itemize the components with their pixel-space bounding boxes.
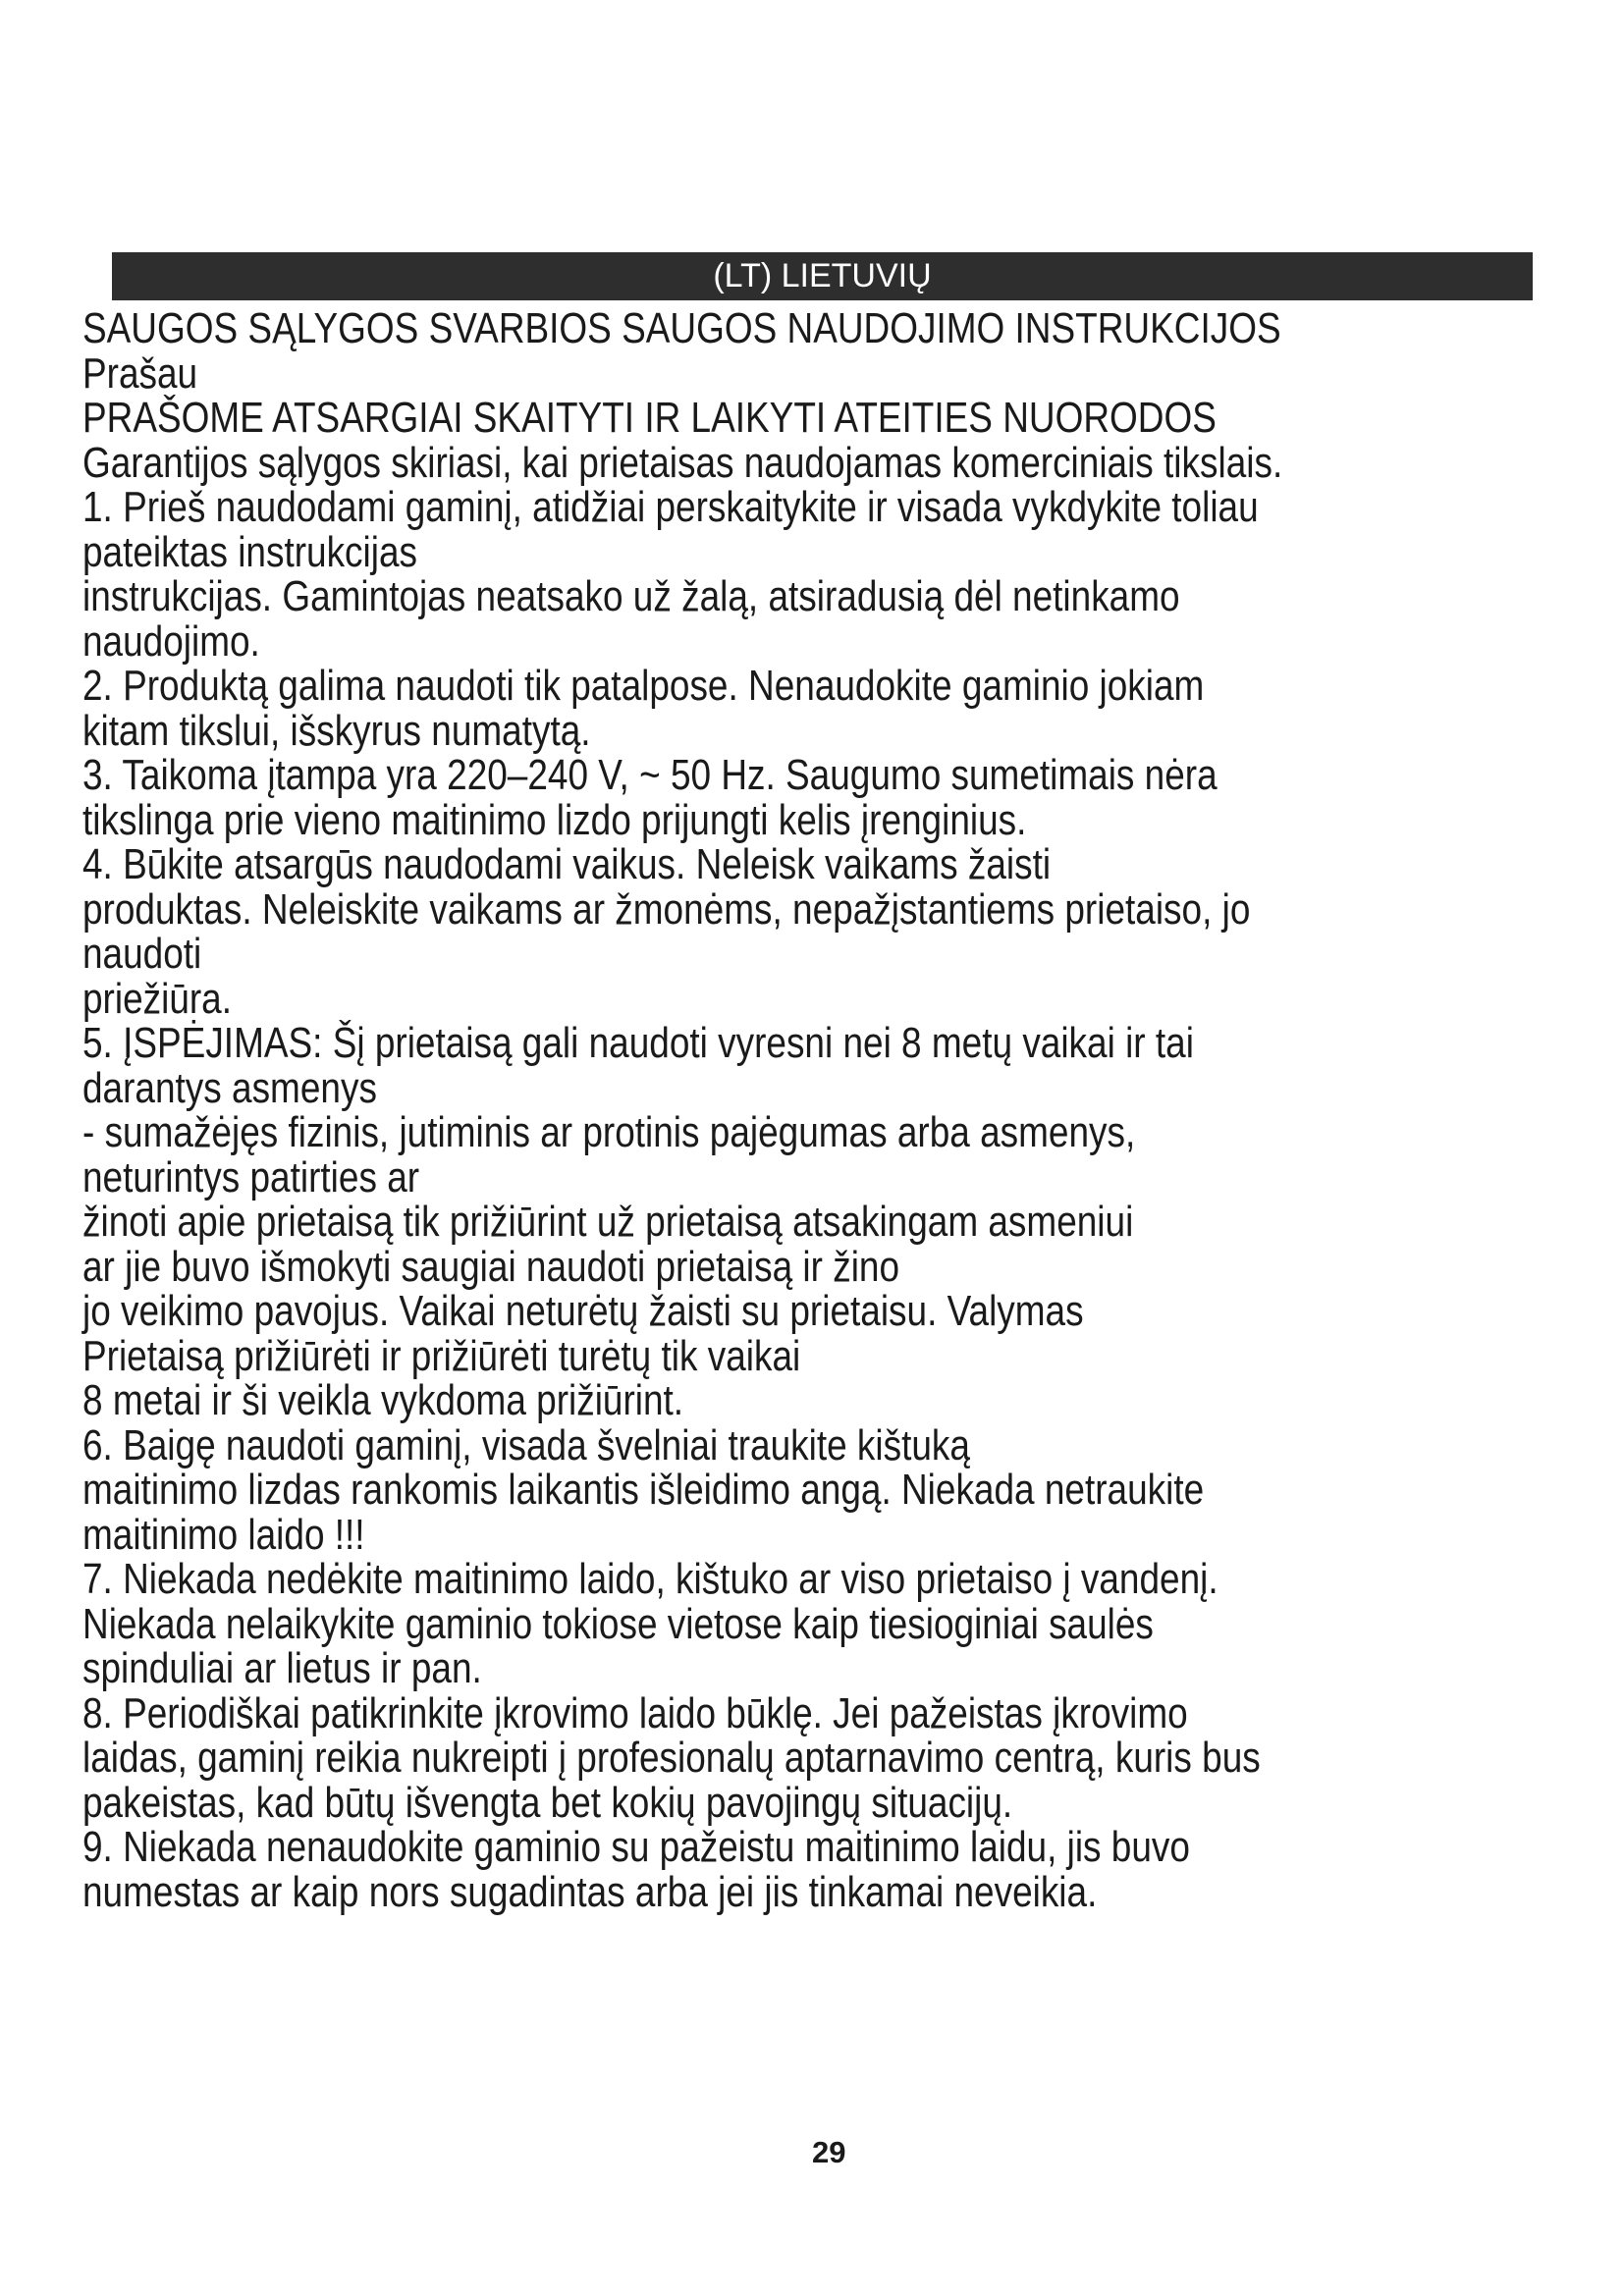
text-line: ar jie buvo išmokyti saugiai naudoti prietaisą ir žino	[82, 1242, 900, 1291]
page-number: 29	[812, 2135, 846, 2169]
text-line: 8. Periodiškai patikrinkite įkrovimo laido būklę. Jei pažeistas įkrovimo	[82, 1688, 1188, 1737]
text-line: naudoti	[82, 930, 202, 978]
text-line: laidas, gaminį reikia nukreipti į profesionalų aptarnavimo centrą, kuris bus	[82, 1734, 1261, 1782]
text-line: žinoti apie prietaisą tik prižiūrint už prietaisą atsakingam asmeniui	[82, 1198, 1134, 1246]
text-line: pakeistas, kad būtų išvengta bet kokių pavojingų situacijų.	[82, 1778, 1013, 1827]
text-line: Prietaisą prižiūrėti ir prižiūrėti turėtų tik vaikai	[82, 1331, 801, 1380]
text-line: Garantijos sąlygos skiriasi, kai prietaisas naudojamas komerciniais tikslais.	[82, 438, 1283, 487]
text-line: Niekada nelaikykite gaminio tokiose vietose kaip tiesioginiai saulės	[82, 1599, 1154, 1648]
instructions-text-block	[82, 306, 1563, 1914]
text-line: pateiktas instrukcijas	[82, 527, 418, 576]
text-line: priežiūra.	[82, 974, 233, 1023]
text-line: SAUGOS SĄLYGOS SVARBIOS SAUGOS NAUDOJIMO INSTRUKCIJOS	[82, 304, 1281, 352]
text-line: numestas ar kaip nors sugadintas arba jei jis tinkamai neveikia.	[82, 1867, 1098, 1916]
text-line: produktas. Neleiskite vaikams ar žmonėms, nepažįstantiems prietaiso, jo	[82, 884, 1251, 934]
text-line: 1. Prieš naudodami gaminį, atidžiai perskaitykite ir visada vykdykite toliau	[82, 483, 1259, 531]
language-label: (LT) LIETUVIŲ	[713, 257, 932, 294]
text-line: 9. Niekada nenaudokite gaminio su pažeistu maitinimo laidu, jis buvo	[82, 1823, 1190, 1871]
text-line: maitinimo laido !!!	[82, 1510, 365, 1559]
text-line: 8 metai ir ši veikla vykdoma prižiūrint.	[82, 1376, 684, 1424]
text-line: maitinimo lizdas rankomis laikantis išleidimo angą. Niekada netraukite	[82, 1466, 1205, 1514]
text-line: Prašau	[82, 348, 198, 398]
text-line: 4. Būkite atsargūs naudodami vaikus. Neleisk vaikams žaisti	[82, 840, 1052, 888]
text-line: 5. ĮSPĖJIMAS: Šį prietaisą gali naudoti vyresni nei 8 metų vaikai ir tai	[82, 1019, 1194, 1067]
text-line: kitam tikslui, išskyrus numatytą.	[82, 706, 591, 755]
text-line: - sumažėjęs fizinis, jutiminis ar protinis pajėgumas arba asmenys,	[82, 1108, 1136, 1156]
language-header-bar	[112, 252, 1533, 300]
text-line: tikslinga prie vieno maitinimo lizdo prijungti kelis įrenginius.	[82, 795, 1027, 844]
text-line: 2. Produktą galima naudoti tik patalpose. Nenaudokite gaminio jokiam	[82, 662, 1205, 710]
text-line: jo veikimo pavojus. Vaikai neturėtų žaisti su prietaisu. Valymas	[82, 1287, 1084, 1335]
text-line: naudojimo.	[82, 616, 260, 666]
text-line: 6. Baigę naudoti gaminį, visada švelniai traukite kištuką	[82, 1420, 970, 1469]
text-line: darantys asmenys	[82, 1063, 377, 1112]
text-line: 7. Niekada nedėkite maitinimo laido, kištuko ar viso prietaiso į vandenį.	[82, 1555, 1218, 1603]
text-line: neturintys patirties ar	[82, 1152, 420, 1201]
text-line: spinduliai ar lietus ir pan.	[82, 1644, 482, 1692]
text-line: PRAŠOME ATSARGIAI SKAITYTI IR LAIKYTI ATEITIES NUORODOS	[82, 394, 1217, 442]
text-line: 3. Taikoma įtampa yra 220–240 V, ~ 50 Hz. Saugumo sumetimais nėra	[82, 751, 1218, 799]
text-line: instrukcijas. Gamintojas neatsako už žalą, atsiradusią dėl netinkamo	[82, 572, 1180, 620]
